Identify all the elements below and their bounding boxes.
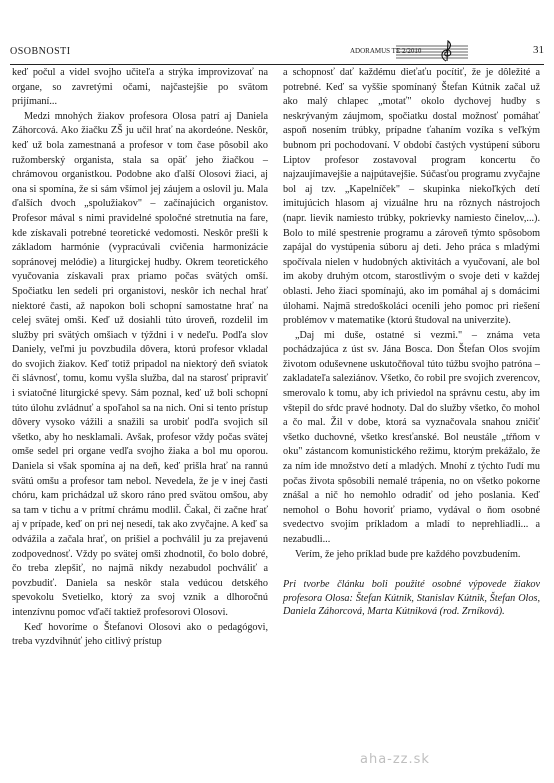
paragraph: keď počul a videl svojho učiteľa a strýka improvizovať na organe, so zavretými očami, najčastejšie po svätom prijímaní... (12, 67, 268, 108)
paragraph: Medzi mnohých žiakov profesora Olosa patrí aj Daniela Záhorcová. Ako žiačku ZŠ ju učil hrať na akordeóne. Neskôr, keď už bola zamestnaná a profesor v tom čase pôsobil ako ružomberský organista, stala sa opäť jeho žiačkou – chrámovou organistkou. Podobne ako ďalší Olosovi žiaci, aj ona si spomína, že si sám všímol jej záujem a oslovil ju. Mala ďalších dvoch „spolužiakov" – začínajúcich organistov. Profesor mával s nimi pravidelné spoločné stretnutia na fare, kde získavali potrebné teoretické vedomosti. Neskôr prešli k základom harmónie (vypracúvali cvičenia harmonizácie sopránovej melódie) a liturgickej hudby. Okrem teoretického vyučovania získavali prax priamo počas svätých omší. Spočiatku len sedeli pri organistovi, neskôr ich nechal hrať niektoré časti, až napokon boli schopní samostatne hrať na celej svätej omši. Keď už dosiahli túto úroveň, rozdelil im služby pri svätých omšiach v týždni i v nedeľu. Podľa slov Daniely, veľmi ju povzbudila dôvera, ktorú profesor vkladal do svojich žiakov. Keď totiž pripadol na niektorý deň sviatok či slávnosť, tomu, komu vyšla služba, dal na starosť pripraviť i sviatočné liturgické spevy. Sám poznal, keď už boli schopní túto úlohu zvládnuť a spoľahol sa na nich. Oni si tento prístup dôvery vysoko vážili a snažili sa urobiť podľa svojich síl všetko, aby ho nesklamali. Avšak, profesor vždy počas svätej omše sedel pri organe vedľa svojho žiaka a bol mu oporou. Daniela si však spomína aj na deň, keď prišla hrať na rannú svätú omšu a profesor tam nebol. Nevedela, že je v inej časti chóru, kam prichádzal už skoro ráno pred svätou omšou, aby sa tam v tichu a v prítmí chrámu modlil. Čakal, či začne hrať aj v prípade, keď on pri nej nesedí, tak ako zvyčajne. A keď sa odvážila a začala hrať, on prišiel a pochválil ju za prejavenú zodpovednosť. Vždy po svätej omši zhodnotil, čo bolo dobré, čo treba zlepšiť, no najmä nikdy nezabudol pochváliť a povzbudiť. Daniela sa neskôr stala vedúcou detského spevokolu Svetielko, ktorý za svoj vznik a dlhoročnú intenzívnu pomoc vďačí taktiež profesorovi Olosovi. (12, 110, 268, 618)
paragraph: „Daj mi duše, ostatné si vezmi." – známa veta pochádzajúca z úst sv. Jána Bosca. Don Štefan Olos svojím životom oduševnene uskutočňoval túto túžbu svojho patróna – zakladateľa saleziánov. Všetko, čo robil pre svojich zverencov, smerovalo k tomu, aby ich priviedol na správnu cestu, aby im vštepil do sŕdc pravé hodnoty. Dal do služby všetko, čo mohol a čo mal. Žil v dobe, ktorá sa vyznačovala snahou zničiť všetko duchovné, všetko kresťanské. Bol neustále „tŕňom v oku" zástancom komunistického režimu, ktorým prekážalo, že za ním ide množstvo detí a mladých. Mnohí z týchto ľudí mu počas života spôsobili nemalé trápenia, no on všetko pokorne znášal a nič ho nemohlo odradiť od jeho poslania. Keď nemohol o Bohu hovoriť priamo, vydával o ňom osobné svedectvo svojím príkladom a mladí to neprehliadli... a nezabudli... (283, 329, 540, 545)
watermark: aha-zz.sk (360, 752, 430, 767)
paragraph: Verím, že jeho príklad bude pre každého povzbudením. (295, 548, 521, 560)
music-staff-icon (396, 40, 468, 62)
sources-caption: Pri tvorbe článku boli použité osobné výpovede žiakov profesora Olosa: Štefan Kútnik, Stanislav Kútnik, Štefan Olos, Daniela Záhorcová, Marta Kútniková (rod. Zrníková). (283, 579, 540, 618)
page-number: 31 (533, 44, 544, 56)
paragraph: a schopnosť dať každému dieťaťu pocítiť, že je dôležité a potrebné. Keď sa vyššie spomínaný Štefan Kútnik začal už ako malý chlapec „motať" okolo dychovej hudby s neskrývaným záujmom, spočiatku dostal možnosť pomáhať aspoň nosením trúbky, prípadne ťahaním vozíka s veľkým bubnom pri pochodovaní. V období častých vystúpení súboru Liptov profesor zostavoval program koncertu čo najzaujímavejšie a najpútavejšie. Súčasťou programu zvyčajne bol aj tzv. „Kapelníček" – skupinka niekoľkých detí imitujúcich hlasom aj vizuálne hru na rôznych nástrojoch (napr. lievik namiesto trúbky, pokrievky namiesto činelov,...). Bolo to milé spestrenie programu a zároveň týmto spôsobom zapájal do vystúpenia súboru aj deti. Jeho práca s mladými spočívala nielen v hudobných aktivitách a vyučovaní, ale bol im akoby druhým otcom, starostlivým o svoje deti v každej oblasti. Jeho žiaci spomínajú, ako im pomáhal aj s domácimi úlohami. Najmä stredoškoláci ocenili jeho pomoc pri riešení problémov v matematike (ktorú študoval na univerzite). (283, 67, 540, 327)
right-column (283, 66, 540, 619)
journal-name: ADORAMUS TE 2/2010 (350, 47, 422, 55)
left-column (12, 66, 268, 650)
page-header (10, 40, 544, 65)
section-title: OSOBNOSTI (10, 46, 71, 57)
paragraph: Keď hovoríme o Štefanovi Olosovi ako o pedagógovi, treba vyzdvihnúť jeho citlivý prístup (12, 621, 268, 648)
